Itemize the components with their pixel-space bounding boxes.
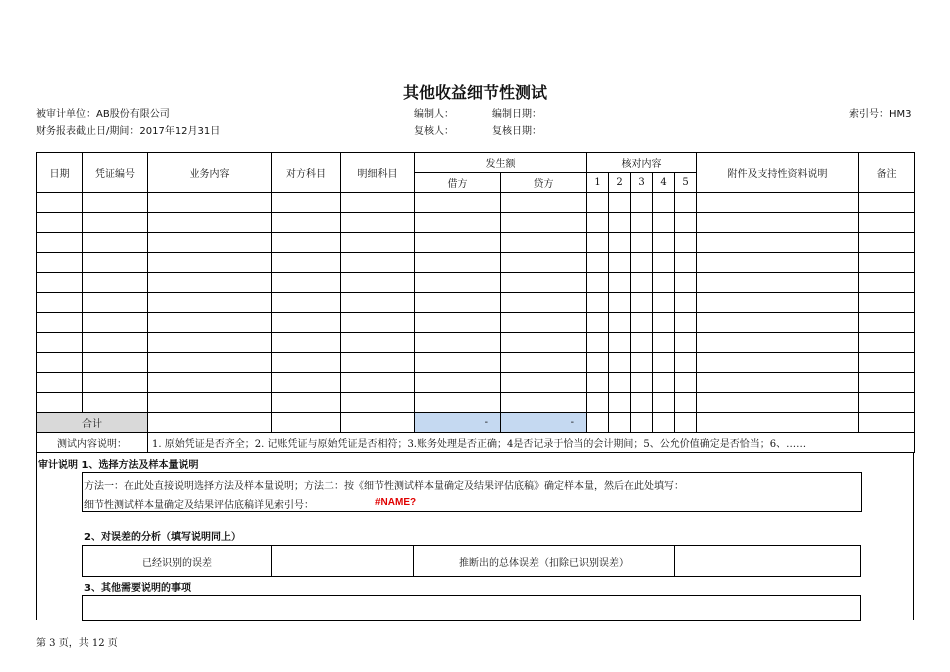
table-cell[interactable] — [587, 313, 609, 333]
table-cell[interactable] — [859, 293, 915, 313]
table-cell[interactable] — [587, 213, 609, 233]
col-check-2: 2 — [609, 173, 631, 193]
table-cell[interactable] — [653, 373, 675, 393]
table-cell[interactable] — [675, 353, 697, 373]
table-cell[interactable] — [272, 353, 341, 373]
identified-error-value[interactable] — [272, 546, 414, 577]
total-debit[interactable]: - — [415, 413, 501, 433]
audit-section-2: 2、对误差的分析（填写说明同上） — [84, 532, 241, 543]
col-voucher-no: 凭证编号 — [83, 153, 148, 193]
table-cell[interactable] — [272, 313, 341, 333]
table-cell[interactable] — [37, 333, 83, 353]
table-cell[interactable] — [587, 233, 609, 253]
detail-test-table — [36, 152, 915, 453]
table-cell[interactable] — [631, 273, 653, 293]
table-cell[interactable] — [631, 233, 653, 253]
table-cell[interactable] — [37, 193, 83, 213]
total-credit[interactable]: - — [501, 413, 587, 433]
table-cell[interactable] — [37, 293, 83, 313]
table-cell[interactable] — [609, 253, 631, 273]
table-cell[interactable] — [341, 313, 415, 333]
table-cell[interactable] — [83, 373, 148, 393]
table-row — [37, 193, 915, 213]
table-cell[interactable] — [697, 233, 859, 253]
preparer: 编制人： — [414, 109, 454, 120]
table-cell[interactable] — [148, 333, 272, 353]
error-analysis-table — [82, 545, 861, 577]
table-cell[interactable] — [609, 333, 631, 353]
table-cell[interactable] — [501, 253, 587, 273]
table-cell[interactable] — [609, 313, 631, 333]
table-cell[interactable] — [415, 233, 501, 253]
test-content-description: 1. 原始凭证是否齐全；2. 记账凭证与原始凭证是否相符；3.账务处理是否正确；4是否记录于恰当的会计期间；5、公允价值确定是否恰当；6、…… — [148, 433, 915, 453]
table-cell[interactable] — [697, 373, 859, 393]
table-cell[interactable] — [272, 273, 341, 293]
table-cell[interactable] — [37, 253, 83, 273]
table-cell[interactable] — [83, 333, 148, 353]
table-cell[interactable] — [587, 193, 609, 213]
table-cell[interactable] — [341, 393, 415, 413]
table-cell[interactable] — [653, 313, 675, 333]
table-cell[interactable] — [697, 413, 859, 433]
table-cell[interactable] — [859, 193, 915, 213]
table-cell[interactable] — [609, 353, 631, 373]
table-cell[interactable] — [501, 213, 587, 233]
col-debit: 借方 — [415, 173, 501, 193]
table-cell[interactable] — [631, 313, 653, 333]
table-cell[interactable] — [675, 193, 697, 213]
table-cell[interactable] — [631, 393, 653, 413]
table-cell[interactable] — [83, 313, 148, 333]
table-cell[interactable] — [697, 333, 859, 353]
table-cell[interactable] — [415, 333, 501, 353]
table-cell[interactable] — [697, 313, 859, 333]
table-cell[interactable] — [415, 193, 501, 213]
table-cell[interactable] — [697, 213, 859, 233]
table-cell[interactable] — [859, 273, 915, 293]
col-remark: 备注 — [859, 153, 915, 193]
table-cell[interactable] — [272, 233, 341, 253]
table-cell[interactable] — [675, 273, 697, 293]
table-cell[interactable] — [675, 313, 697, 333]
table-cell[interactable] — [501, 193, 587, 213]
table-cell[interactable] — [37, 233, 83, 253]
table-cell[interactable] — [272, 413, 341, 433]
page-footer: 第 3 页，共 12 页 — [36, 638, 118, 649]
col-check-3: 3 — [631, 173, 653, 193]
table-row — [37, 233, 915, 253]
table-cell[interactable] — [609, 193, 631, 213]
table-cell[interactable] — [148, 193, 272, 213]
table-row — [37, 213, 915, 233]
table-cell[interactable] — [415, 313, 501, 333]
table-cell[interactable] — [148, 213, 272, 233]
extrapolated-error-label: 推断出的总体误差（扣除已识别误差） — [414, 546, 675, 577]
method-description: 方法一：在此处直接说明选择方法及样本量说明；方法二：按《细节性测试样本量确定及结果评估底稿》确定样本量，然后在此处填写： — [84, 481, 684, 492]
col-check-1: 1 — [587, 173, 609, 193]
table-cell[interactable] — [501, 393, 587, 413]
table-cell[interactable] — [148, 293, 272, 313]
table-cell[interactable] — [341, 413, 415, 433]
table-cell[interactable] — [697, 273, 859, 293]
table-cell[interactable] — [83, 393, 148, 413]
audit-section-1: 审计说明 1、选择方法及样本量说明 — [38, 460, 199, 471]
table-cell[interactable] — [653, 353, 675, 373]
table-cell[interactable] — [272, 333, 341, 353]
col-check-5: 5 — [675, 173, 697, 193]
table-cell[interactable] — [631, 293, 653, 313]
table-cell[interactable] — [341, 373, 415, 393]
index-number: 索引号：HM3 — [849, 109, 912, 120]
table-cell[interactable] — [859, 413, 915, 433]
table-cell[interactable] — [341, 273, 415, 293]
table-cell[interactable] — [587, 353, 609, 373]
table-cell[interactable] — [37, 373, 83, 393]
table-cell[interactable] — [415, 293, 501, 313]
table-cell[interactable] — [148, 313, 272, 333]
table-cell[interactable] — [609, 293, 631, 313]
prepared-date: 编制日期： — [492, 109, 542, 120]
col-amount: 发生额 — [415, 153, 587, 173]
table-cell[interactable] — [272, 373, 341, 393]
table-row — [37, 313, 915, 333]
table-cell[interactable] — [859, 393, 915, 413]
other-matters-box[interactable] — [82, 595, 861, 621]
table-cell[interactable] — [631, 353, 653, 373]
table-cell[interactable] — [415, 253, 501, 273]
audit-section-3: 3、其他需要说明的事项 — [84, 583, 191, 594]
col-check-4: 4 — [653, 173, 675, 193]
table-cell[interactable] — [37, 313, 83, 333]
identified-error-label: 已经识别的误差 — [83, 546, 272, 577]
table-cell[interactable] — [83, 353, 148, 373]
table-cell[interactable] — [272, 293, 341, 313]
table-cell[interactable] — [697, 353, 859, 373]
table-cell[interactable] — [587, 293, 609, 313]
table-cell[interactable] — [415, 393, 501, 413]
table-cell[interactable] — [37, 273, 83, 293]
table-cell[interactable] — [587, 373, 609, 393]
col-date: 日期 — [37, 153, 83, 193]
period: 财务报表截止日/期间：2017年12月31日 — [36, 126, 221, 137]
table-cell[interactable] — [631, 413, 653, 433]
table-cell[interactable] — [37, 213, 83, 233]
table-cell[interactable] — [653, 233, 675, 253]
table-cell[interactable] — [859, 373, 915, 393]
table-cell[interactable] — [697, 393, 859, 413]
table-cell[interactable] — [859, 333, 915, 353]
col-attachment: 附件及支持性资料说明 — [697, 153, 859, 193]
table-cell[interactable] — [148, 353, 272, 373]
table-cell[interactable] — [653, 273, 675, 293]
table-cell[interactable] — [415, 213, 501, 233]
table-cell[interactable] — [341, 213, 415, 233]
table-cell[interactable] — [653, 193, 675, 213]
table-cell[interactable] — [83, 253, 148, 273]
table-cell[interactable] — [501, 353, 587, 373]
table-cell[interactable] — [631, 213, 653, 233]
table-cell[interactable] — [609, 273, 631, 293]
table-cell[interactable] — [675, 233, 697, 253]
table-cell[interactable] — [415, 273, 501, 293]
table-cell[interactable] — [859, 353, 915, 373]
table-cell[interactable] — [609, 213, 631, 233]
table-cell[interactable] — [83, 273, 148, 293]
table-cell[interactable] — [653, 213, 675, 233]
table-cell[interactable] — [631, 373, 653, 393]
extrapolated-error-value[interactable] — [675, 546, 861, 577]
table-cell[interactable] — [859, 233, 915, 253]
reviewer: 复核人： — [414, 126, 454, 137]
table-cell[interactable] — [148, 253, 272, 273]
page-title: 其他收益细节性测试 — [402, 83, 547, 102]
table-cell[interactable] — [272, 213, 341, 233]
table-row — [37, 253, 915, 273]
table-cell[interactable] — [587, 393, 609, 413]
table-cell[interactable] — [83, 293, 148, 313]
table-cell[interactable] — [675, 213, 697, 233]
table-row — [37, 353, 915, 373]
table-cell[interactable] — [148, 273, 272, 293]
sample-reference-label: 细节性测试样本量确定及结果评估底稿详见索引号： — [84, 500, 314, 511]
table-cell[interactable] — [148, 413, 272, 433]
table-row — [37, 273, 915, 293]
table-cell[interactable] — [501, 373, 587, 393]
col-detail-account: 明细科目 — [341, 153, 415, 193]
sample-reference-value[interactable]: #NAME? — [375, 497, 417, 508]
table-cell[interactable] — [631, 193, 653, 213]
table-cell[interactable] — [675, 333, 697, 353]
table-cell[interactable] — [341, 353, 415, 373]
table-cell[interactable] — [859, 313, 915, 333]
table-cell[interactable] — [609, 413, 631, 433]
table-cell[interactable] — [148, 393, 272, 413]
table-row — [37, 373, 915, 393]
table-cell[interactable] — [609, 373, 631, 393]
table-cell[interactable] — [501, 233, 587, 253]
table-cell[interactable] — [501, 273, 587, 293]
table-cell[interactable] — [859, 253, 915, 273]
table-cell[interactable] — [148, 373, 272, 393]
table-cell[interactable] — [587, 333, 609, 353]
table-cell[interactable] — [675, 393, 697, 413]
table-cell[interactable] — [501, 313, 587, 333]
table-cell[interactable] — [653, 253, 675, 273]
table-cell[interactable] — [341, 233, 415, 253]
table-cell[interactable] — [341, 333, 415, 353]
total-label: 合计 — [37, 413, 148, 433]
table-cell[interactable] — [631, 333, 653, 353]
table-cell[interactable] — [609, 233, 631, 253]
table-cell[interactable] — [675, 413, 697, 433]
table-cell[interactable] — [675, 253, 697, 273]
col-check: 核对内容 — [587, 153, 697, 173]
table-cell[interactable] — [341, 253, 415, 273]
table-cell[interactable] — [653, 393, 675, 413]
table-cell[interactable] — [587, 253, 609, 273]
table-cell[interactable] — [37, 393, 83, 413]
table-cell[interactable] — [609, 393, 631, 413]
test-content-label: 测试内容说明： — [37, 433, 148, 453]
table-row — [37, 393, 915, 413]
table-row — [37, 333, 915, 353]
table-row — [37, 293, 915, 313]
table-cell[interactable] — [675, 373, 697, 393]
table-cell[interactable] — [653, 413, 675, 433]
table-cell[interactable] — [501, 293, 587, 313]
table-cell[interactable] — [148, 233, 272, 253]
table-cell[interactable] — [272, 393, 341, 413]
review-date: 复核日期： — [492, 126, 542, 137]
table-cell[interactable] — [415, 353, 501, 373]
table-cell[interactable] — [675, 293, 697, 313]
table-cell[interactable] — [501, 333, 587, 353]
table-cell[interactable] — [83, 213, 148, 233]
table-cell[interactable] — [272, 253, 341, 273]
table-cell[interactable] — [653, 333, 675, 353]
table-cell[interactable] — [697, 293, 859, 313]
table-cell[interactable] — [83, 193, 148, 213]
table-cell[interactable] — [341, 293, 415, 313]
table-cell[interactable] — [653, 293, 675, 313]
table-cell[interactable] — [83, 233, 148, 253]
table-cell[interactable] — [697, 193, 859, 213]
audited-unit: 被审计单位：AB股份有限公司 — [36, 109, 170, 120]
table-cell[interactable] — [631, 253, 653, 273]
table-cell[interactable] — [587, 273, 609, 293]
table-cell[interactable] — [859, 213, 915, 233]
col-counter-account: 对方科目 — [272, 153, 341, 193]
table-cell[interactable] — [587, 413, 609, 433]
table-cell[interactable] — [697, 253, 859, 273]
table-cell[interactable] — [272, 193, 341, 213]
table-cell[interactable] — [341, 193, 415, 213]
audit-border-right — [913, 452, 914, 620]
col-business: 业务内容 — [148, 153, 272, 193]
col-credit: 贷方 — [501, 173, 587, 193]
table-cell[interactable] — [37, 353, 83, 373]
table-cell[interactable] — [415, 373, 501, 393]
